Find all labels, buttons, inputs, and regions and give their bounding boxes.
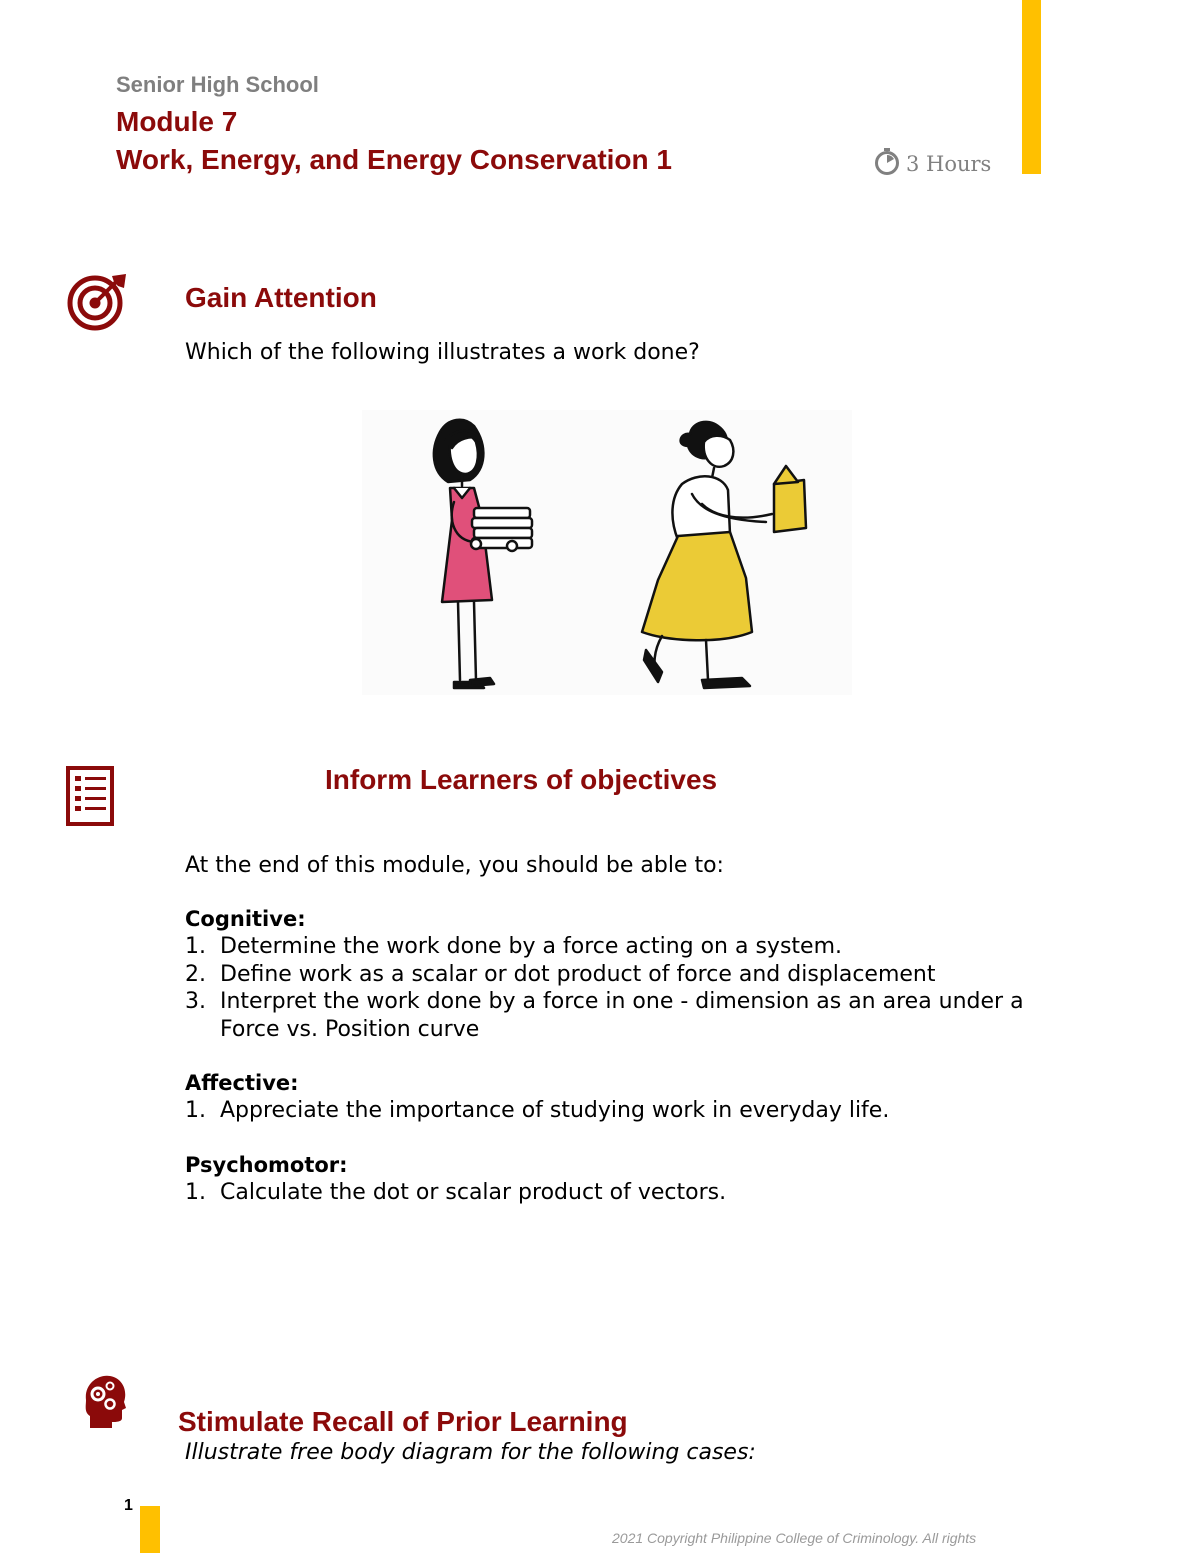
- psychomotor-list: [185, 1179, 1070, 1207]
- gain-attention-question: Which of the following illustrates a work done?: [185, 340, 700, 365]
- affective-label: Affective:: [185, 1071, 299, 1095]
- list-item: 1. Determine the work done by a force acting on a system.: [185, 934, 842, 959]
- duration: [874, 147, 991, 180]
- work-illustration: [362, 410, 852, 699]
- head-gears-icon: [80, 1372, 128, 1432]
- recall-instruction: Illustrate free body diagram for the following cases:: [185, 1440, 756, 1465]
- recall-heading: Stimulate Recall of Prior Learning: [178, 1406, 628, 1437]
- page-number: 1: [124, 1497, 133, 1514]
- stopwatch-icon: [874, 147, 900, 180]
- psychomotor-label: Psychomotor:: [185, 1153, 348, 1177]
- footer-accent-bar: [140, 1506, 160, 1553]
- list-item: 2. Define work as a scalar or dot product of force and displacement: [185, 961, 936, 987]
- list-item: 1. Appreciate the importance of studying work in everyday life.: [185, 1098, 890, 1123]
- cognitive-label: Cognitive:: [185, 907, 306, 931]
- affective-list: [185, 1097, 1070, 1125]
- module-title: Work, Energy, and Energy Conservation 1: [116, 144, 672, 175]
- list-item: 3. Interpret the work done by a force in one - dimension as an area under a Force vs. Position curve: [185, 989, 1024, 1042]
- cognitive-list: [185, 933, 1070, 1043]
- objectives-heading: Inform Learners of objectives: [325, 764, 718, 795]
- module-number: Module 7: [116, 106, 238, 137]
- checklist-icon: [66, 766, 114, 830]
- objectives-intro: At the end of this module, you should be able to:: [185, 853, 724, 878]
- list-item: 1. Calculate the dot or scalar product of vectors.: [185, 1180, 727, 1205]
- school-label: Senior High School: [116, 72, 319, 97]
- gain-attention-heading: Gain Attention: [185, 282, 377, 313]
- header-accent-bar: [1022, 0, 1041, 174]
- target-icon: [66, 272, 128, 336]
- duration-text: 3 Hours: [906, 151, 992, 176]
- copyright-text: 2021 Copyright Philippine College of Criminology. All rights: [612, 1530, 977, 1546]
